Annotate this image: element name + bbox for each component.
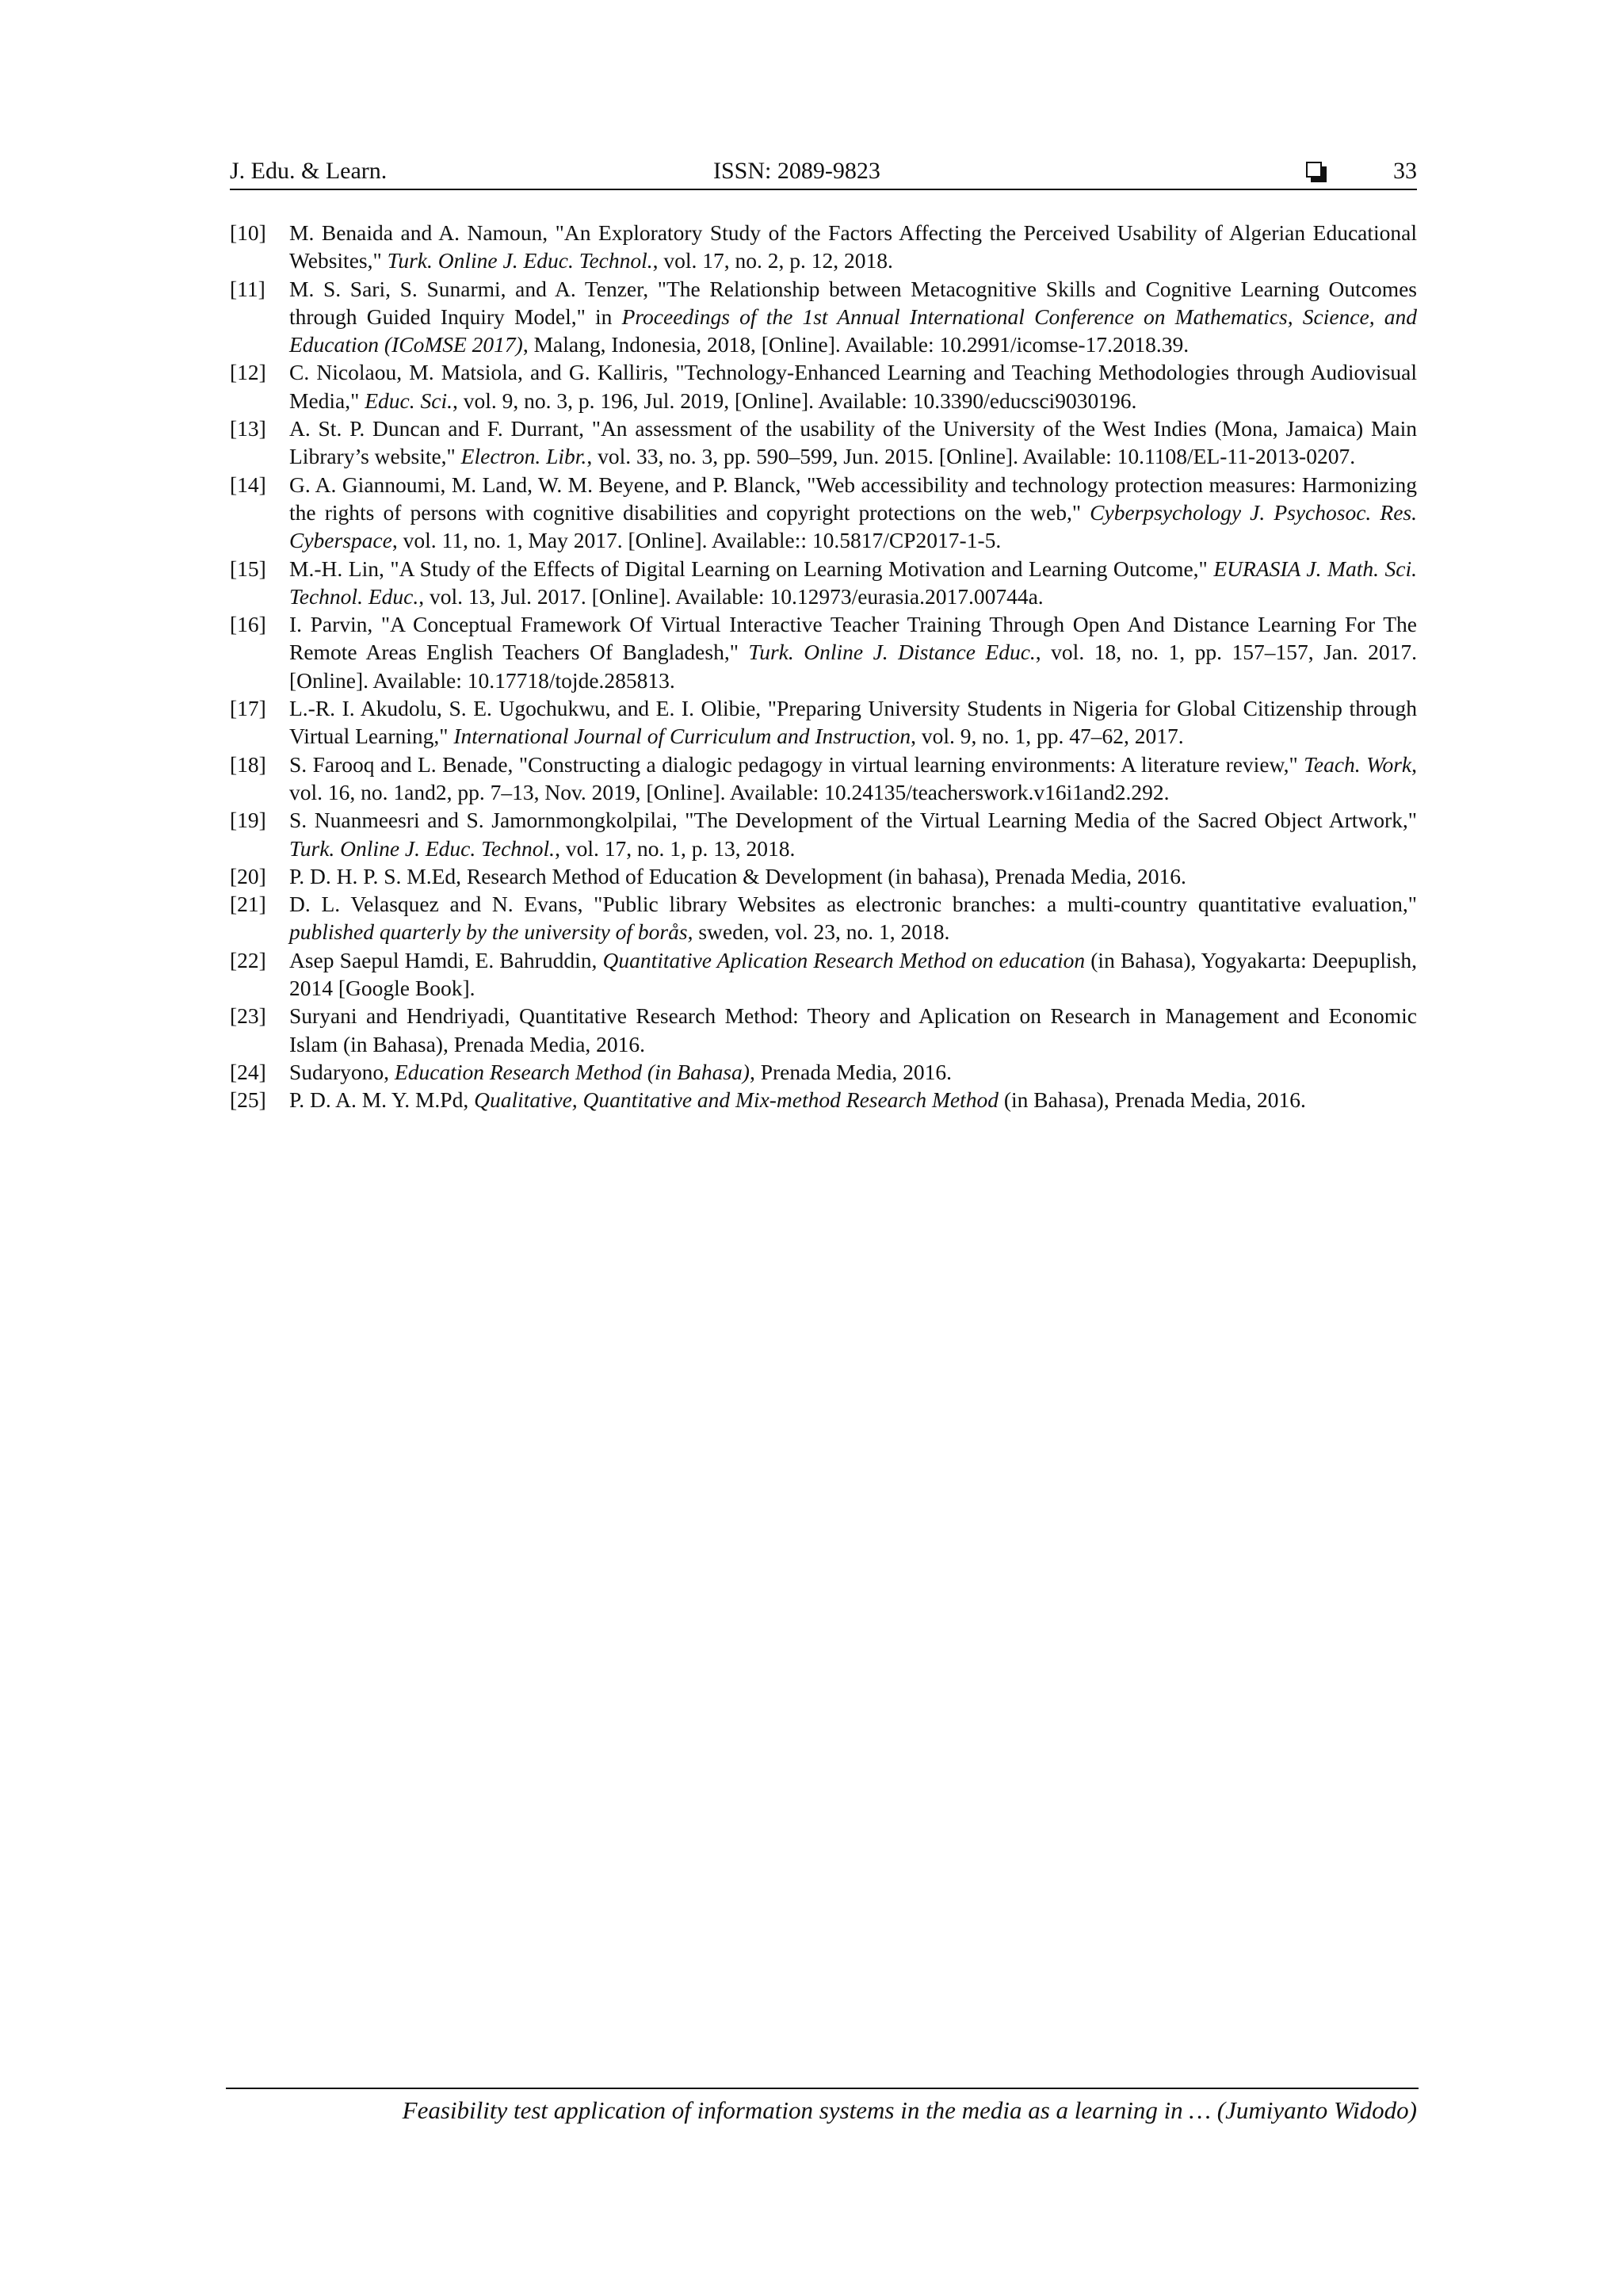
reference-item bbox=[230, 751, 1417, 807]
reference-number: [20] bbox=[230, 863, 266, 888]
reference-text bbox=[289, 219, 1417, 275]
reference-item bbox=[230, 555, 1417, 611]
reference-item bbox=[230, 890, 1417, 946]
reference-source-italic: Education Research Method (in Bahasa) bbox=[394, 1059, 750, 1084]
reference-source-italic: International Journal of Curriculum and Instruction bbox=[453, 724, 911, 749]
reference-item bbox=[230, 358, 1417, 415]
reference-text-segment: , Malang, Indonesia, 2018, [Online]. Available: 10.2991/icomse-17.2018.39. bbox=[522, 332, 1190, 357]
reference-number: [17] bbox=[230, 696, 266, 721]
reference-item bbox=[230, 415, 1417, 471]
reference-number: [19] bbox=[230, 808, 266, 833]
reference-text bbox=[289, 610, 1417, 694]
reference-source-italic: Proceedings of the 1st Annual International Conference on Mathematics, Science, and Education (ICoMSE 2017) bbox=[289, 304, 1418, 357]
reference-source-italic: Turk. Online J. Educ. Technol. bbox=[289, 835, 556, 861]
reference-item bbox=[230, 946, 1417, 1003]
reference-text bbox=[289, 415, 1417, 471]
reference-text-segment: G. A. Giannoumi, M. Land, W. M. Beyene, and P. Blanck, "Web accessibility and technology protection measures: Harmonizing the rights of persons with cognitive disabilities and copyright protections on the web," bbox=[289, 472, 1417, 525]
reference-text-segment: , vol. 17, no. 2, p. 12, 2018. bbox=[652, 248, 893, 273]
reference-source-italic: Turk. Online J. Educ. Technol. bbox=[387, 248, 653, 273]
reference-text-segment: S. Nuanmeesri and S. Jamornmongkolpilai, "The Development of the Virtual Learning Media of the Sacred Object Artwork," bbox=[289, 808, 1417, 833]
reference-text-segment: , vol. 16, no. 1and2, pp. 7–13, Nov. 2019, [Online]. Available: 10.24135/teacherswork.v16i1and2.292. bbox=[289, 751, 1417, 804]
reference-text bbox=[289, 471, 1417, 555]
reference-text-segment: I. Parvin, "A Conceptual Framework Of Virtual Interactive Teacher Training Through Open And Distance Learning For The Remote Areas English Teachers Of Bangladesh," bbox=[289, 612, 1417, 665]
reference-number: [16] bbox=[230, 612, 266, 637]
reference-text bbox=[289, 358, 1417, 415]
reference-item bbox=[230, 1086, 1417, 1114]
reference-text bbox=[289, 751, 1417, 807]
reference-item bbox=[230, 862, 1417, 890]
reference-text bbox=[289, 946, 1417, 1003]
reference-text-segment: Sudaryono, bbox=[289, 1059, 395, 1084]
reference-text bbox=[289, 275, 1417, 359]
reference-item bbox=[230, 1002, 1417, 1058]
reference-source-italic: Educ. Sci. bbox=[365, 388, 453, 413]
reference-text-segment: , vol. 18, no. 1, pp. 157–157, Jan. 2017. [Online]. Available: 10.17718/tojde.285813. bbox=[289, 640, 1417, 693]
reference-number: [18] bbox=[230, 751, 266, 777]
reference-text-segment: , vol. 33, no. 3, pp. 590–599, Jun. 2015. [Online]. Available: 10.1108/EL-11-2013-0207. bbox=[586, 444, 1356, 469]
reference-item bbox=[230, 275, 1417, 359]
reference-text-segment: , Prenada Media, 2016. bbox=[749, 1059, 953, 1084]
reference-text-segment: M. S. Sari, S. Sunarmi, and A. Tenzer, "The Relationship between Metacognitive Skills and Cognitive Learning Outcomes through Guided Inquiry Model," in bbox=[289, 276, 1417, 329]
reference-number: [25] bbox=[230, 1087, 266, 1113]
page-number: 33 bbox=[1393, 158, 1417, 184]
reference-list bbox=[230, 219, 1417, 1114]
reference-number: [23] bbox=[230, 1003, 266, 1029]
reference-item bbox=[230, 610, 1417, 694]
reference-item bbox=[230, 694, 1417, 751]
reference-source-italic: published quarterly by the university of borås, bbox=[289, 919, 693, 945]
reference-source-italic: Electron. Libr. bbox=[460, 444, 587, 469]
reference-source-italic: Teach. Work bbox=[1304, 751, 1412, 777]
reference-item bbox=[230, 806, 1417, 862]
reference-text bbox=[289, 1058, 1417, 1086]
reference-source-italic: Turk. Online J. Distance Educ. bbox=[748, 640, 1036, 665]
reference-text bbox=[289, 1086, 1417, 1114]
reference-text-segment: C. Nicolaou, M. Matsiola, and G. Kalliris, "Technology-Enhanced Learning and Teaching Methodologies through Audiovisual Media," bbox=[289, 360, 1417, 413]
reference-item bbox=[230, 471, 1417, 555]
reference-text-segment: M.-H. Lin, "A Study of the Effects of Digital Learning on Learning Motivation and Learning Outcome," bbox=[289, 556, 1214, 581]
reference-number: [11] bbox=[230, 276, 265, 301]
reference-number: [15] bbox=[230, 556, 266, 581]
reference-text-segment: Asep Saepul Hamdi, E. Bahruddin, bbox=[289, 947, 603, 972]
reference-text bbox=[289, 694, 1417, 751]
reference-number: [12] bbox=[230, 360, 266, 385]
reference-number: [14] bbox=[230, 472, 266, 497]
reference-source-italic: EURASIA J. Math. Sci. Technol. Educ. bbox=[289, 556, 1417, 609]
reference-number: [10] bbox=[230, 220, 266, 245]
reference-text-segment: (in Bahasa), Prenada Media, 2016. bbox=[998, 1087, 1306, 1113]
reference-text-segment: P. D. H. P. S. M.Ed, Research Method of Education & Development (in bahasa), Prenada Media, 2016. bbox=[289, 863, 1186, 888]
reference-text-segment: A. St. P. Duncan and F. Durrant, "An assessment of the usability of the University of the West Indies (Mona, Jamaica) Main Library’s website," bbox=[289, 416, 1417, 469]
reference-number: [13] bbox=[230, 416, 266, 441]
reference-text-segment: (in Bahasa), Yogyakarta: Deepuplish, 2014 [Google Book]. bbox=[289, 947, 1418, 1001]
reference-text-segment: D. L. Velasquez and N. Evans, "Public library Websites as electronic branches: a multi-country quantitative evaluation," bbox=[289, 892, 1417, 917]
reference-text-segment: Suryani and Hendriyadi, Quantitative Research Method: Theory and Aplication on Research in Management and Economic Islam (in Bahasa), Prenada Media, 2016. bbox=[289, 1003, 1417, 1056]
running-footer: Feasibility test application of information systems in the media as a learning in … (Jumiyanto Widodo) bbox=[402, 2096, 1417, 2124]
reference-source-italic: Cyberpsychology J. Psychosoc. Res. Cyberspace bbox=[289, 499, 1417, 553]
reference-text-segment: , vol. 9, no. 1, pp. 47–62, 2017. bbox=[911, 724, 1184, 749]
issn-label: ISSN: 2089-9823 bbox=[713, 158, 880, 184]
reference-text bbox=[289, 555, 1417, 611]
reference-number: [22] bbox=[230, 947, 266, 972]
reference-text bbox=[289, 806, 1417, 862]
reference-item bbox=[230, 219, 1417, 275]
box-symbol-icon bbox=[1306, 162, 1322, 178]
reference-text bbox=[289, 890, 1417, 946]
footer-divider bbox=[226, 2088, 1419, 2089]
reference-item bbox=[230, 1058, 1417, 1086]
reference-number: [24] bbox=[230, 1059, 266, 1084]
reference-text bbox=[289, 862, 1417, 890]
reference-text-segment: S. Farooq and L. Benade, "Constructing a dialogic pedagogy in virtual learning environments: A literature review," bbox=[289, 751, 1304, 777]
reference-text-segment: P. D. A. M. Y. M.Pd, bbox=[289, 1087, 475, 1113]
reference-text-segment: sweden, vol. 23, no. 1, 2018. bbox=[693, 919, 950, 945]
running-header bbox=[230, 154, 1417, 189]
reference-text bbox=[289, 1002, 1417, 1058]
header-divider bbox=[230, 189, 1417, 190]
reference-text-segment: , vol. 17, no. 1, p. 13, 2018. bbox=[555, 835, 796, 861]
journal-name: J. Edu. & Learn. bbox=[230, 158, 388, 184]
reference-text-segment: , vol. 13, Jul. 2017. [Online]. Available: 10.12973/eurasia.2017.00744a. bbox=[418, 583, 1044, 609]
reference-text-segment: , vol. 9, no. 3, p. 196, Jul. 2019, [Online]. Available: 10.3390/educsci9030196. bbox=[452, 388, 1137, 413]
reference-source-italic: Qualitative, Quantitative and Mix-method Research Method bbox=[474, 1087, 999, 1113]
reference-source-italic: Quantitative Aplication Research Method on education bbox=[602, 947, 1086, 972]
reference-text-segment: , vol. 11, no. 1, May 2017. [Online]. Available:: 10.5817/CP2017-1-5. bbox=[391, 528, 1002, 553]
reference-text-segment: M. Benaida and A. Namoun, "An Exploratory Study of the Factors Affecting the Perceived Usability of Algerian Educational Websites," bbox=[289, 220, 1417, 273]
reference-text-segment: L.-R. I. Akudolu, S. E. Ugochukwu, and E. I. Olibie, "Preparing University Students in Nigeria for Global Citizenship through Virtual Learning," bbox=[289, 696, 1417, 749]
reference-number: [21] bbox=[230, 892, 266, 917]
